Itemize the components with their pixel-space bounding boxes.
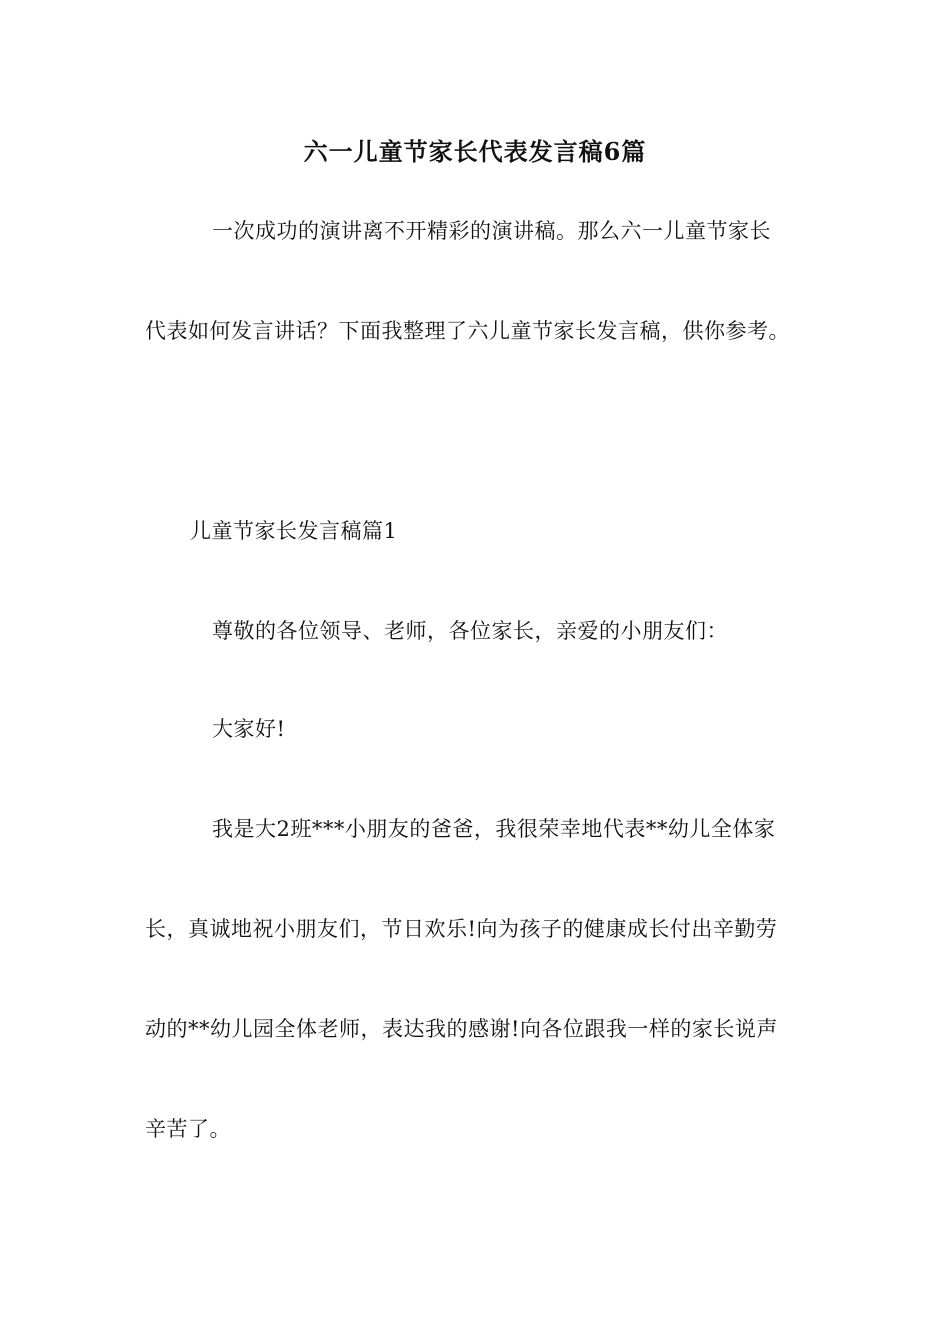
intro-line-2: 代表如何发言讲话？下面我整理了六儿童节家长发言稿，供你参考。 (145, 319, 790, 343)
body-line-1: 我是大2班***小朋友的爸爸，我很荣幸地代表**幼儿全体家 (212, 817, 776, 841)
greeting-line: 大家好! (212, 717, 286, 741)
body-line-2: 长，真诚地祝小朋友们，节日欢乐!向为孩子的健康成长付出辛勤劳 (145, 917, 778, 941)
salutation-line: 尊敬的各位领导、老师，各位家长，亲爱的小朋友们： (212, 619, 728, 643)
document-title: 六一儿童节家长代表发言稿6篇 (303, 137, 647, 166)
body-line-4: 辛苦了。 (145, 1117, 231, 1141)
section-heading: 儿童节家长发言稿篇1 (190, 519, 398, 543)
body-line-3: 动的**幼儿园全体老师，表达我的感谢!向各位跟我一样的家长说声 (145, 1017, 778, 1041)
intro-line-1: 一次成功的演讲离不开精彩的演讲稿。那么六一儿童节家长 (212, 219, 771, 243)
